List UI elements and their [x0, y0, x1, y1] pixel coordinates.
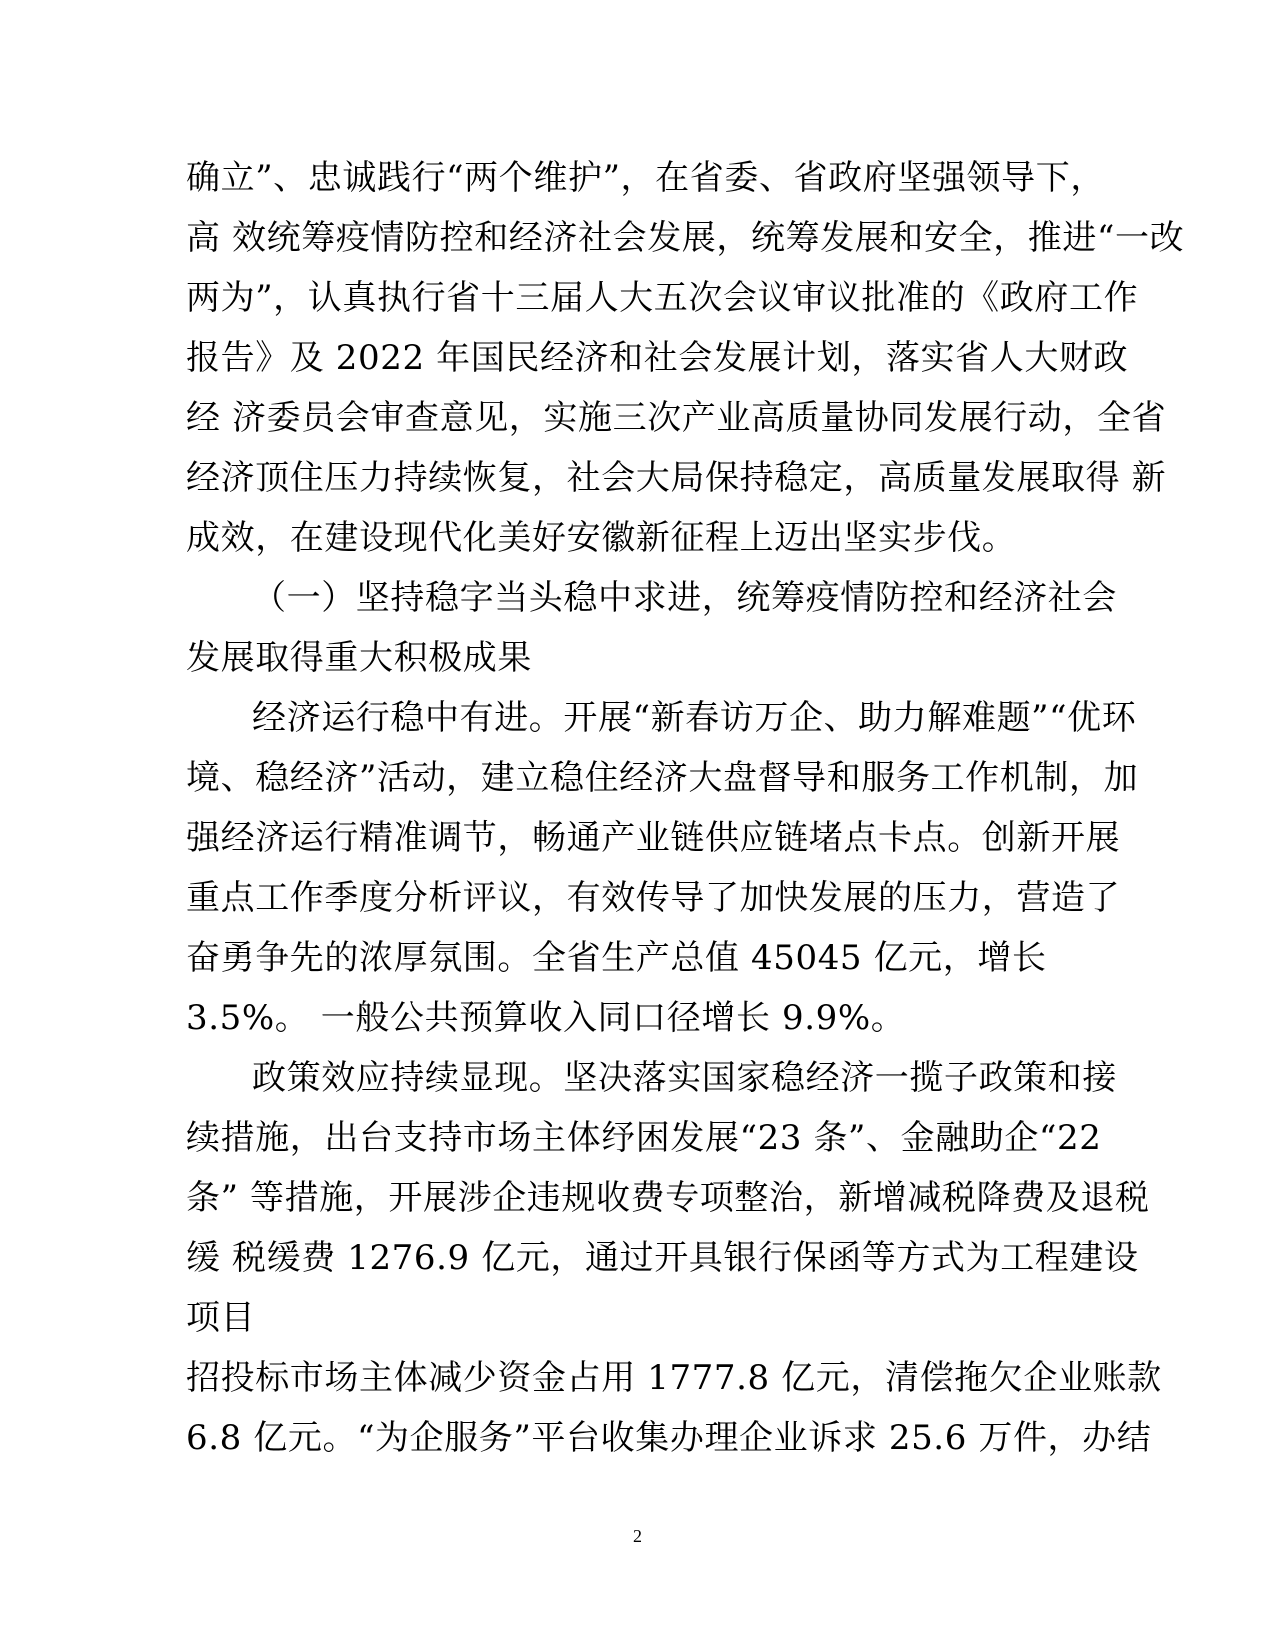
text-line: 强经济运行精准调节，畅通产业链供应链堵点卡点。创新开展	[186, 818, 1121, 858]
text-line: 条” 等措施，开展涉企违规收费专项整治，新增减税降费及退税	[186, 1178, 1150, 1218]
text-line: 6.8 亿元。“为企服务”平台收集办理企业诉求 25.6 万件，办结	[186, 1418, 1152, 1458]
text-line: 重点工作季度分析评议，有效传导了加快发展的压力，营造了	[186, 878, 1121, 918]
section-heading-line: （一）坚持稳字当头稳中求进，统筹疫情防控和经济社会	[252, 578, 1117, 618]
text-line: 确立”、忠诚践行“两个维护”，在省委、省政府坚强领导下，	[186, 158, 1105, 198]
text-line: 两为”，认真执行省十三届人大五次会议审议批准的《政府工作	[186, 278, 1139, 318]
text-line: 报告》及 2022 年国民经济和社会发展计划，落实省人大财政	[186, 338, 1129, 378]
text-line: 3.5%。 一般公共预算收入同口径增长 9.9%。	[186, 998, 906, 1038]
text-line: 经济运行稳中有进。开展“新春访万企、助力解难题”“优环	[252, 698, 1137, 738]
text-line: 经 济委员会审查意见，实施三次产业高质量协同发展行动，全省	[186, 398, 1167, 438]
page-number: 2	[633, 1526, 642, 1546]
text-line: 招投标市场主体减少资金占用 1777.8 亿元，清偿拖欠企业账款	[186, 1358, 1162, 1398]
text-line: 成效，在建设现代化美好安徽新征程上迈出坚实步伐。	[186, 518, 1017, 558]
text-line: 境、稳经济”活动，建立稳住经济大盘督导和服务工作机制，加	[186, 758, 1139, 798]
text-line: 高 效统筹疫情防控和经济社会发展，统筹发展和安全，推进“一改	[186, 218, 1185, 258]
section-heading-line: 发展取得重大积极成果	[186, 638, 532, 678]
text-line: 项目	[186, 1298, 256, 1338]
text-line: 奋勇争先的浓厚氛围。全省生产总值 45045 亿元，增长	[186, 938, 1047, 978]
text-line: 续措施，出台支持市场主体纾困发展“23 条”、金融助企“22	[186, 1118, 1102, 1158]
text-line: 缓 税缓费 1276.9 亿元，通过开具银行保函等方式为工程建设	[186, 1238, 1139, 1278]
document-body	[186, 148, 1185, 1468]
text-line: 政策效应持续显现。坚决落实国家稳经济一揽子政策和接	[252, 1058, 1117, 1098]
text-line: 经济顶住压力持续恢复，社会大局保持稳定，高质量发展取得 新	[186, 458, 1167, 498]
